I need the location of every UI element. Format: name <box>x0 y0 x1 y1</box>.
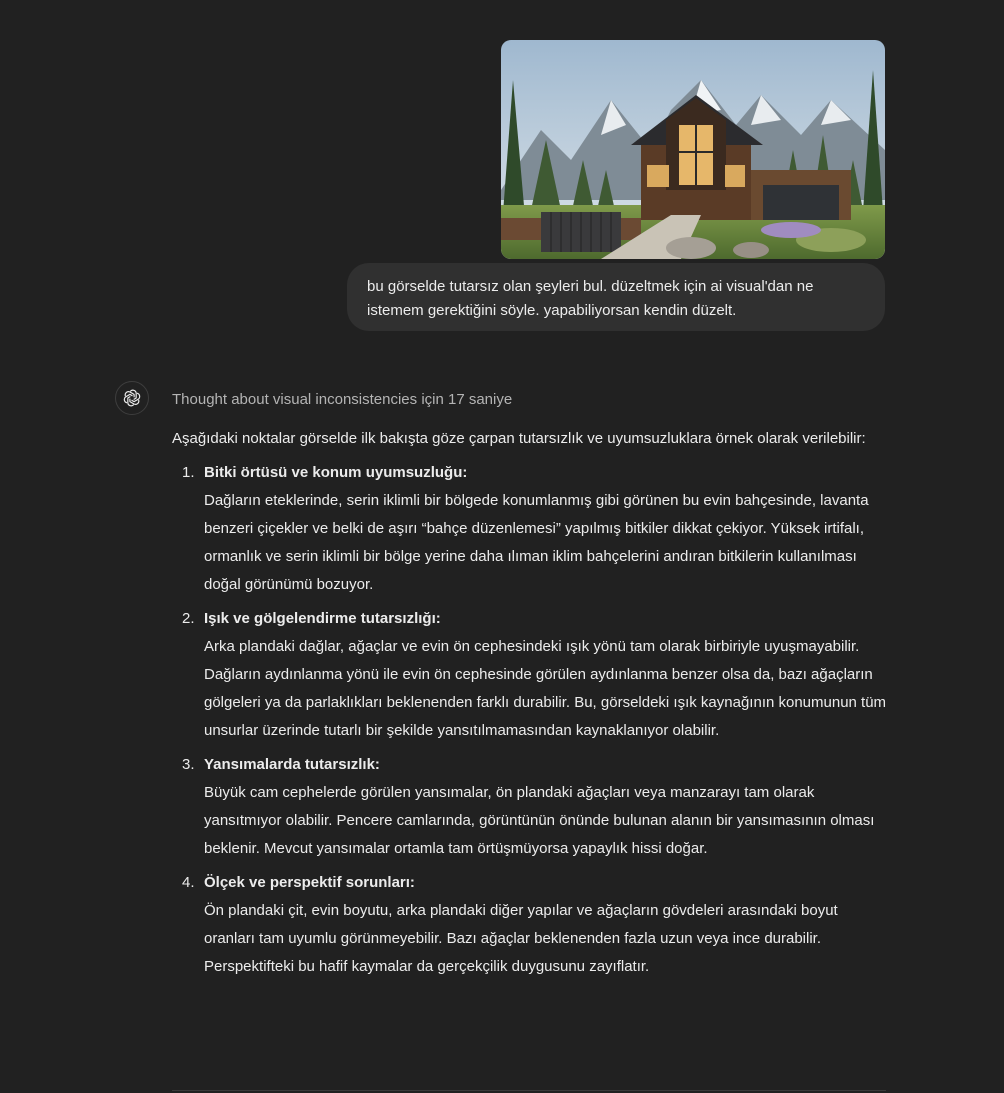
list-item-number: 2. <box>182 610 195 627</box>
list-item <box>172 605 888 745</box>
user-message-text: bu görselde tutarsız olan şeyleri bul. düzeltmek için ai visual'dan ne istemem gerektiğini söyle. yapabiliyorsan kendin düzelt. <box>367 278 814 319</box>
list-item <box>172 869 888 981</box>
assistant-answer <box>172 425 888 987</box>
list-item-body: Büyük cam cephelerde görülen yansımalar, ön plandaki ağaçları veya manzarayı tam olarak yansıtmıyor olabilir. Pencere camlarında, görüntünün önünde bulunan alanın bir yansımasının olması beklenir. Mevcut yansımalar ortamla tam örtüşmüyorsa yapaylık hissi doğar. <box>204 784 875 857</box>
list-item-heading: Yansımalarda tutarsızlık: <box>204 756 380 773</box>
list-item-heading: Bitki örtüsü ve konum uyumsuzluğu: <box>204 464 468 481</box>
list-item-body: Dağların eteklerinde, serin iklimli bir bölgede konumlanmış gibi görünen bu evin bahçesinde, lavanta benzeri çiçekler ve belki de aşırı “bahçe düzenlemesi” yapılmış bitkiler dikkat çekiyor. Yüksek irtifalı, ormanlık ve serin iklimli bir bölge yerine daha ılıman iklim bahçelerini andıran bitkilerin kullanılması doğal görünümü bozuyor. <box>204 492 869 593</box>
openai-logo-icon <box>122 388 142 408</box>
list-item-heading: Ölçek ve perspektif sorunları: <box>204 874 415 891</box>
list-item <box>172 751 888 863</box>
list-item-number: 1. <box>182 464 195 481</box>
answer-intro: Aşağıdaki noktalar görselde ilk bakışta göze çarpan tutarsızlık ve uyumsuzluklara örnek olarak verilebilir: <box>172 430 866 447</box>
uploaded-image[interactable] <box>501 40 885 259</box>
list-item-heading: Işık ve gölgelendirme tutarsızlığı: <box>204 610 441 627</box>
divider <box>172 1090 886 1091</box>
thought-summary[interactable]: Thought about visual inconsistencies için 17 saniye <box>172 391 513 408</box>
list-item-body: Arka plandaki dağlar, ağaçlar ve evin ön cephesindeki ışık yönü tam olarak birbiriyle uyuşmayabilir. Dağların aydınlanma yönü ile evin ön cephesinde görülen aydınlanma benzer olsa da, bazı ağaçların gölgeleri ya da parlaklıkları beklenenden farklı durabilir. Bu, görseldeki ışık kaynağının konumunun tüm unsurlar üzerinde tutarlı bir şekilde yansıtılmamasından kaynaklanıyor olabilir. <box>204 638 887 739</box>
list-item-body: Ön plandaki çit, evin boyutu, arka plandaki diğer yapılar ve ağaçların gövdeleri arasındaki boyut oranları tam uyumlu görünmeyebilir. Bazı ağaçlar beklenenden fazla uzun veya ince durabilir. Perspektifteki bu hafif kaymalar da gerçekçilik duygusunu zayıflatır. <box>204 902 838 975</box>
list-item <box>172 459 888 599</box>
list-item-number: 4. <box>182 874 195 891</box>
assistant-avatar <box>115 381 149 415</box>
user-message-bubble <box>347 263 885 331</box>
list-item-number: 3. <box>182 756 195 773</box>
answer-list <box>172 459 888 981</box>
